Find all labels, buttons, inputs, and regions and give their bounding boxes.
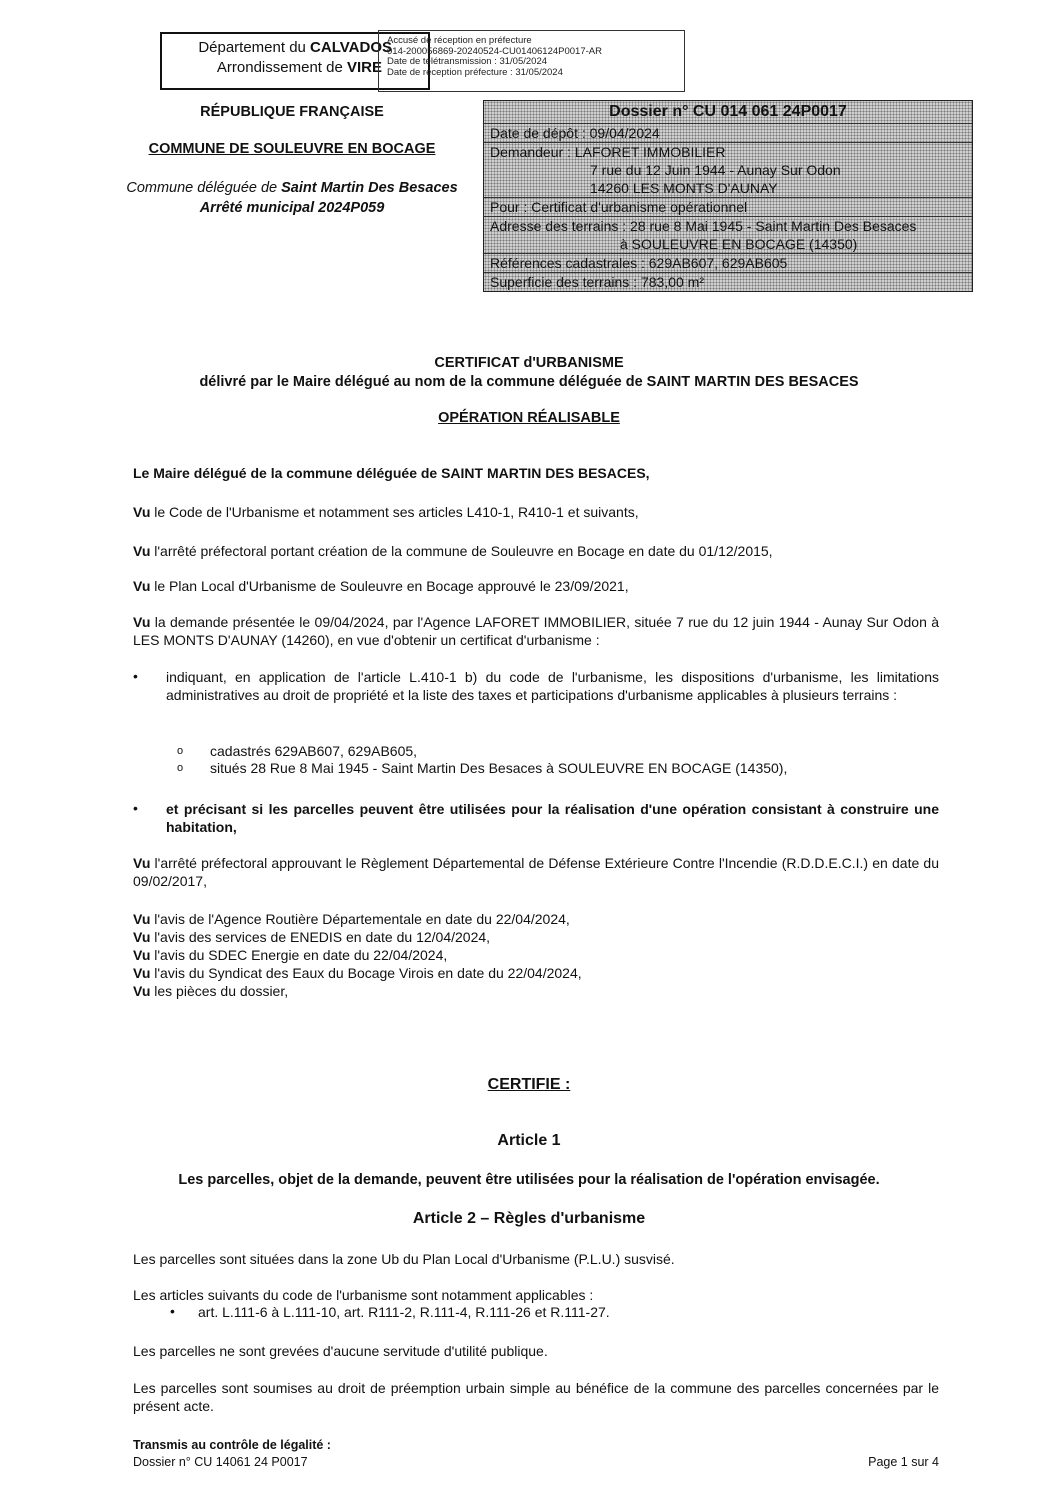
pour: Pour : Certificat d'urbanisme opérationnel: [484, 197, 972, 216]
arrete-number: Arrêté municipal 2024P059: [199, 200, 385, 216]
article2-servitude: Les parcelles ne sont grevées d'aucune servitude d'utilité publique.: [133, 1343, 548, 1359]
bullet-marker: •: [170, 1303, 175, 1319]
vu-label: Vu: [133, 929, 151, 945]
operation-realisable: OPÉRATION RÉALISABLE: [438, 410, 620, 426]
references-cadastrales: Références cadastrales : 629AB607, 629AB605: [484, 253, 972, 272]
bullet-marker: •: [133, 668, 138, 684]
vu-text: le Plan Local d'Urbanisme de Souleuvre en Bocage approuvé le 23/09/2021,: [150, 578, 629, 594]
vu-label: Vu: [133, 578, 151, 594]
bullet-marker: •: [133, 800, 138, 816]
stamp-line: Accusé de réception en préfecture: [387, 35, 532, 46]
superficie: Superficie des terrains : 783,00 m²: [484, 272, 972, 291]
commune-deleguee-name: Saint Martin Des Besaces: [281, 180, 458, 196]
vu-label: Vu: [133, 983, 151, 999]
vu-label: Vu: [133, 855, 151, 871]
commune-heading: COMMUNE DE SOULEUVRE EN BOCAGE: [148, 141, 436, 157]
vu-label: Vu: [133, 911, 151, 927]
vu-plu: [133, 577, 939, 595]
vu-arrete-creation: [133, 542, 939, 560]
article2-preemption: Les parcelles sont soumises au droit de préemption urbain simple au bénéfice de la commune des parcelles concernées par le présent acte.: [133, 1380, 939, 1414]
vu-text: l'avis du SDEC Energie en date du 22/04/2024,: [150, 947, 448, 963]
maire-line: Le Maire délégué de la commune déléguée de SAINT MARTIN DES BESACES,: [133, 465, 650, 481]
avis-item: [133, 910, 939, 928]
avis-list: [133, 910, 939, 1000]
vu-label: Vu: [133, 965, 151, 981]
vu-text: l'arrêté préfectoral portant création de la commune de Souleuvre en Bocage en date du 01/12/2015,: [150, 543, 773, 559]
demandeur-address: 7 rue du 12 Juin 1944 - Aunay Sur Odon: [590, 162, 841, 178]
department-label: Département du: [198, 39, 311, 56]
article1-title: Article 1: [497, 1132, 561, 1149]
footer-transmis: Transmis au contrôle de légalité :: [133, 1438, 331, 1452]
article1-text: Les parcelles, objet de la demande, peuvent être utilisées pour la réalisation de l'opération envisagée.: [178, 1172, 880, 1188]
sub-marker: o: [177, 745, 184, 757]
vu-text: l'avis de l'Agence Routière Départementale en date du 22/04/2024,: [150, 911, 570, 927]
vu-text: les pièces du dossier,: [150, 983, 289, 999]
avis-item: [133, 928, 939, 946]
demandeur-name: Demandeur : LAFORET IMMOBILIER: [490, 144, 726, 160]
certificat-title: CERTIFICAT d'URBANISME: [434, 355, 624, 371]
stamp-line: 014-200056869-20240524-CU01406124P0017-AR: [387, 45, 602, 57]
stamp-line: Date de télétransmission : 31/05/2024: [387, 56, 548, 67]
vu-text: le Code de l'Urbanisme et notamment ses articles L410-1, R410-1 et suivants,: [150, 504, 639, 520]
sub-marker: o: [177, 762, 184, 774]
vu-rddeci: [133, 854, 939, 890]
vu-text: l'avis du Syndicat des Eaux du Bocage Virois en date du 22/04/2024,: [150, 965, 582, 981]
certificat-subtitle: délivré par le Maire délégué au nom de la commune déléguée de SAINT MARTIN DES BESACES: [199, 374, 859, 390]
sub-cadastres: cadastrés 629AB607, 629AB605,: [210, 743, 418, 759]
adresse-terrains: Adresse des terrains : 28 rue 8 Mai 1945 - Saint Martin Des Besaces: [490, 218, 917, 234]
vu-demande: [133, 613, 939, 649]
article2-articles-list: art. L.111-6 à L.111-10, art. R111-2, R.111-4, R.111-26 et R.111-27.: [198, 1304, 610, 1320]
avis-item: [133, 946, 939, 964]
vu-text: l'avis des services de ENEDIS en date du 12/04/2024,: [150, 929, 491, 945]
vu-label: Vu: [133, 947, 151, 963]
avis-item: [133, 982, 939, 1000]
bullet-indiquant: indiquant, en application de l'article L.410-1 b) du code de l'urbanisme, les dispositions d'urbanisme, les limitations administratives au droit de propriété et la liste des taxes et participations d'urbanisme applicables à plusieurs terrains :: [166, 669, 939, 703]
bullet-precisant: et précisant si les parcelles peuvent être utilisées pour la réalisation d'une opération consistant à construire une habitation,: [166, 801, 939, 835]
dossier-info-box: [483, 100, 973, 292]
page-number: Page 1 sur 4: [868, 1455, 939, 1469]
republique-heading: RÉPUBLIQUE FRANÇAISE: [200, 104, 384, 120]
stamp-line: Date de réception préfecture : 31/05/2024: [387, 66, 563, 78]
article2-title: Article 2 – Règles d'urbanisme: [412, 1210, 646, 1227]
vu-label: Vu: [133, 543, 151, 559]
footer-dossier: Dossier n° CU 14061 24 P0017: [133, 1455, 308, 1469]
article2-zone: Les parcelles sont situées dans la zone Ub du Plan Local d'Urbanisme (P.L.U.) susvisé.: [133, 1251, 675, 1267]
date-depot: Date de dépôt : 09/04/2024: [484, 123, 972, 142]
demandeur-block: [484, 142, 972, 197]
arrondissement-label: Arrondissement de: [216, 59, 347, 76]
vu-code: [133, 503, 939, 521]
demandeur-city: 14260 LES MONTS D'AUNAY: [590, 180, 778, 196]
department-line: [160, 38, 392, 57]
prefecture-reception-stamp: [378, 30, 685, 92]
avis-item: [133, 964, 939, 982]
vu-label: Vu: [133, 614, 151, 630]
adresse-block: [484, 216, 972, 253]
vu-text: la demande présentée le 09/04/2024, par l'Agence LAFORET IMMOBILIER, située 7 rue du 12 juin 1944 - Aunay Sur Odon à LES MONTS D'AUNAY (14260), en vue d'obtenir un certificat d'urbanisme :: [133, 614, 939, 648]
certifie-heading: CERTIFIE :: [487, 1076, 571, 1093]
commune-deleguee-label: Commune déléguée de: [126, 180, 282, 196]
department-name: CALVADOS: [310, 39, 392, 56]
commune-deleguee-line: [102, 180, 482, 196]
arrondissement-line: [160, 58, 382, 77]
adresse-commune: à SOULEUVRE EN BOCAGE (14350): [620, 236, 858, 252]
article2-articles-intro: Les articles suivants du code de l'urbanisme sont notamment applicables :: [133, 1287, 594, 1303]
dossier-number: Dossier n° CU 014 061 24P0017: [609, 103, 847, 120]
sub-situes: situés 28 Rue 8 Mai 1945 - Saint Martin Des Besaces à SOULEUVRE EN BOCAGE (14350),: [210, 760, 788, 776]
arrondissement-name: VIRE: [346, 59, 382, 76]
vu-text: l'arrêté préfectoral approuvant le Règlement Départemental de Défense Extérieure Contre l'Incendie (R.D.D.E.C.I.) en date du 09/02/2017,: [133, 855, 939, 889]
vu-label: Vu: [133, 504, 151, 520]
